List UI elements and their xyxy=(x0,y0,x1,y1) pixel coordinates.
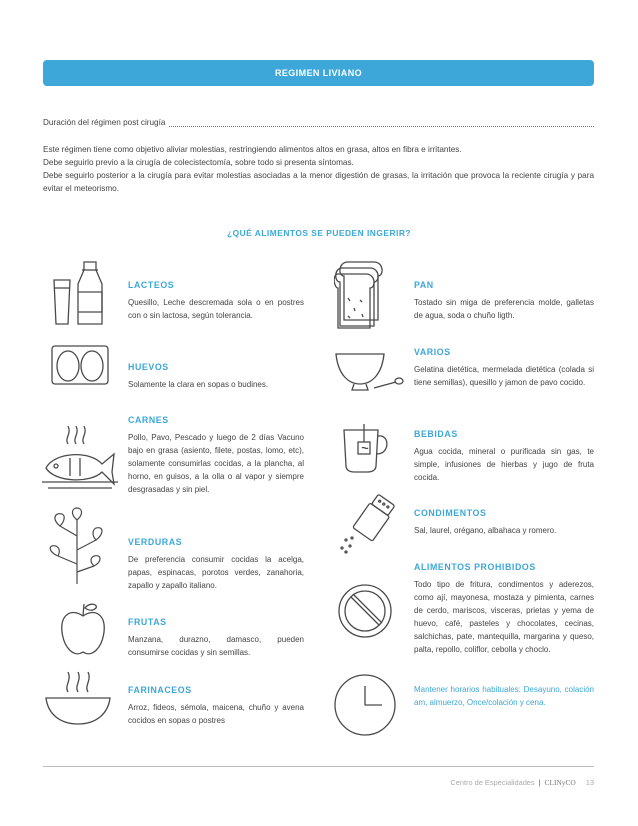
apple-icon xyxy=(58,600,108,660)
intro-paragraphs xyxy=(43,143,594,196)
food-group-varios xyxy=(414,345,594,390)
food-group-title: CARNES xyxy=(128,415,169,425)
food-group-text: Sal, laurel, orégano, albahaca y romero. xyxy=(414,526,557,536)
food-group-title: ALIMENTOS PROHIBIDOS xyxy=(414,562,536,572)
cooked-fish-icon xyxy=(40,422,120,494)
footer-divider xyxy=(43,766,594,767)
page-footer xyxy=(450,778,594,787)
food-group-title: PAN xyxy=(414,280,434,290)
eggs-icon xyxy=(50,344,110,386)
prohibited-icon xyxy=(336,582,394,640)
food-group-text: Quesillo, Leche descremada sola o en postres con o sin lactosa, según tolerancia. xyxy=(128,298,304,321)
food-group-huevos xyxy=(128,360,304,392)
food-group-title: LACTEOS xyxy=(128,280,175,290)
section-title: ¿QUÉ ALIMENTOS SE PUEDEN INGERIR? xyxy=(226,228,411,238)
duration-dotted-line xyxy=(169,126,594,127)
duration-label: Duración del régimen post cirugía xyxy=(43,118,166,127)
food-group-text: Gelatina dietética, mermelada dietética (colada si tiene semillas), quesillo y jamon de pavo cocido. xyxy=(414,365,594,388)
food-group-title: HUEVOS xyxy=(128,362,169,372)
hot-bowl-icon xyxy=(42,668,114,728)
title-banner xyxy=(43,60,594,86)
food-group-text: Tostado sin miga de preferencia molde, galletas de agua, soda o chuño ligth. xyxy=(414,298,594,321)
food-group-condimentos xyxy=(414,506,594,538)
clock-icon xyxy=(332,672,398,738)
food-group-title: CONDIMENTOS xyxy=(414,508,487,518)
food-group-verduras xyxy=(128,535,304,593)
food-group-prohibidos xyxy=(414,560,594,657)
milk-bottle-icon xyxy=(48,258,108,328)
food-group-text: Agua cocida, mineral o purificada sin gas, te simple, infusiones de hierbas y jugo de fruta cocida. xyxy=(414,447,594,483)
tea-cup-icon xyxy=(340,420,396,476)
vegetable-plant-icon xyxy=(42,506,112,586)
food-group-title: FARINACEOS xyxy=(128,685,192,695)
salt-shaker-icon xyxy=(338,494,400,554)
footer-center-name: Centro de Especialidades xyxy=(450,778,535,787)
intro-paragraph-2: Debe seguirlo previo a la cirugía de colecistectomía, sobre todo si presenta síntomas. xyxy=(43,158,354,168)
food-group-pan xyxy=(414,278,594,323)
food-group-title: BEBIDAS xyxy=(414,429,458,439)
page-title: REGIMEN LIVIANO xyxy=(274,68,362,78)
food-group-bebidas xyxy=(414,427,594,485)
food-group-carnes xyxy=(128,413,304,497)
footer-separator: | xyxy=(538,778,541,787)
footer-brand: CLINyCO xyxy=(544,778,576,787)
food-group-text: Pollo, Pavo, Pescado y luego de 2 días Vacuno bajo en grasa (asiento, filete, postas, lomo, etc), solamente consumirlas cocidas, a la plancha, al horno, en guisos, a la olla o al vapor y siempre desgrasadas y sin piel. xyxy=(128,433,304,495)
food-group-text: De preferencia consumir cocidas la acelga, papas, espinacas, porotos verdes, zanahoria, zapallo y zapallo italiano. xyxy=(128,555,304,591)
bread-slices-icon xyxy=(334,258,390,330)
bowl-spoon-icon xyxy=(334,350,406,396)
intro-paragraph-1: Este régimen tiene como objetivo aliviar molestias, restringiendo alimentos altos en grasa, altos en fibra e irritantes. xyxy=(43,145,462,154)
food-group-text: Todo tipo de fritura, condimentos y aderezos, como ají, mayonesa, mostaza y pimienta, carnes de cerdo, mariscos, visceras, prietas y yema de huevo, café, pasteles y chocolates, cecinas, salchichas, pate, mantequilla, margarina y queso, palta, repollo, coliflor, cebolla y choclo. xyxy=(414,580,594,655)
food-group-title: VERDURAS xyxy=(128,537,183,547)
food-group-text: Manzana, durazno, damasco, pueden consumirse cocidas y sin semillas. xyxy=(128,635,304,658)
food-group-frutas xyxy=(128,615,304,660)
meal-schedule-text: Mantener horarios habituales: Desayuno, colación am, almuerzo, Once/colación y cena. xyxy=(414,685,594,707)
food-group-title: FRUTAS xyxy=(128,617,167,627)
food-group-title: VARIOS xyxy=(414,347,451,357)
food-group-farinaceos xyxy=(128,683,304,728)
food-group-text: Arroz, fideos, sémola, maicena, chuño y avena cocidos en sopas o postres xyxy=(128,703,304,726)
food-group-lacteos xyxy=(128,278,304,323)
intro-paragraph-3: Debe seguirlo posterior a la cirugía para evitar molestias asociadas a la menor digestión de grasas, la irritación que provoca la reciente cirugía y para evitar el meteorismo. xyxy=(43,171,594,194)
meal-schedule-note xyxy=(414,684,594,710)
duration-line xyxy=(43,116,594,129)
food-group-text: Solamente la clara en sopas o budines. xyxy=(128,380,269,390)
page-number: 13 xyxy=(585,778,594,787)
